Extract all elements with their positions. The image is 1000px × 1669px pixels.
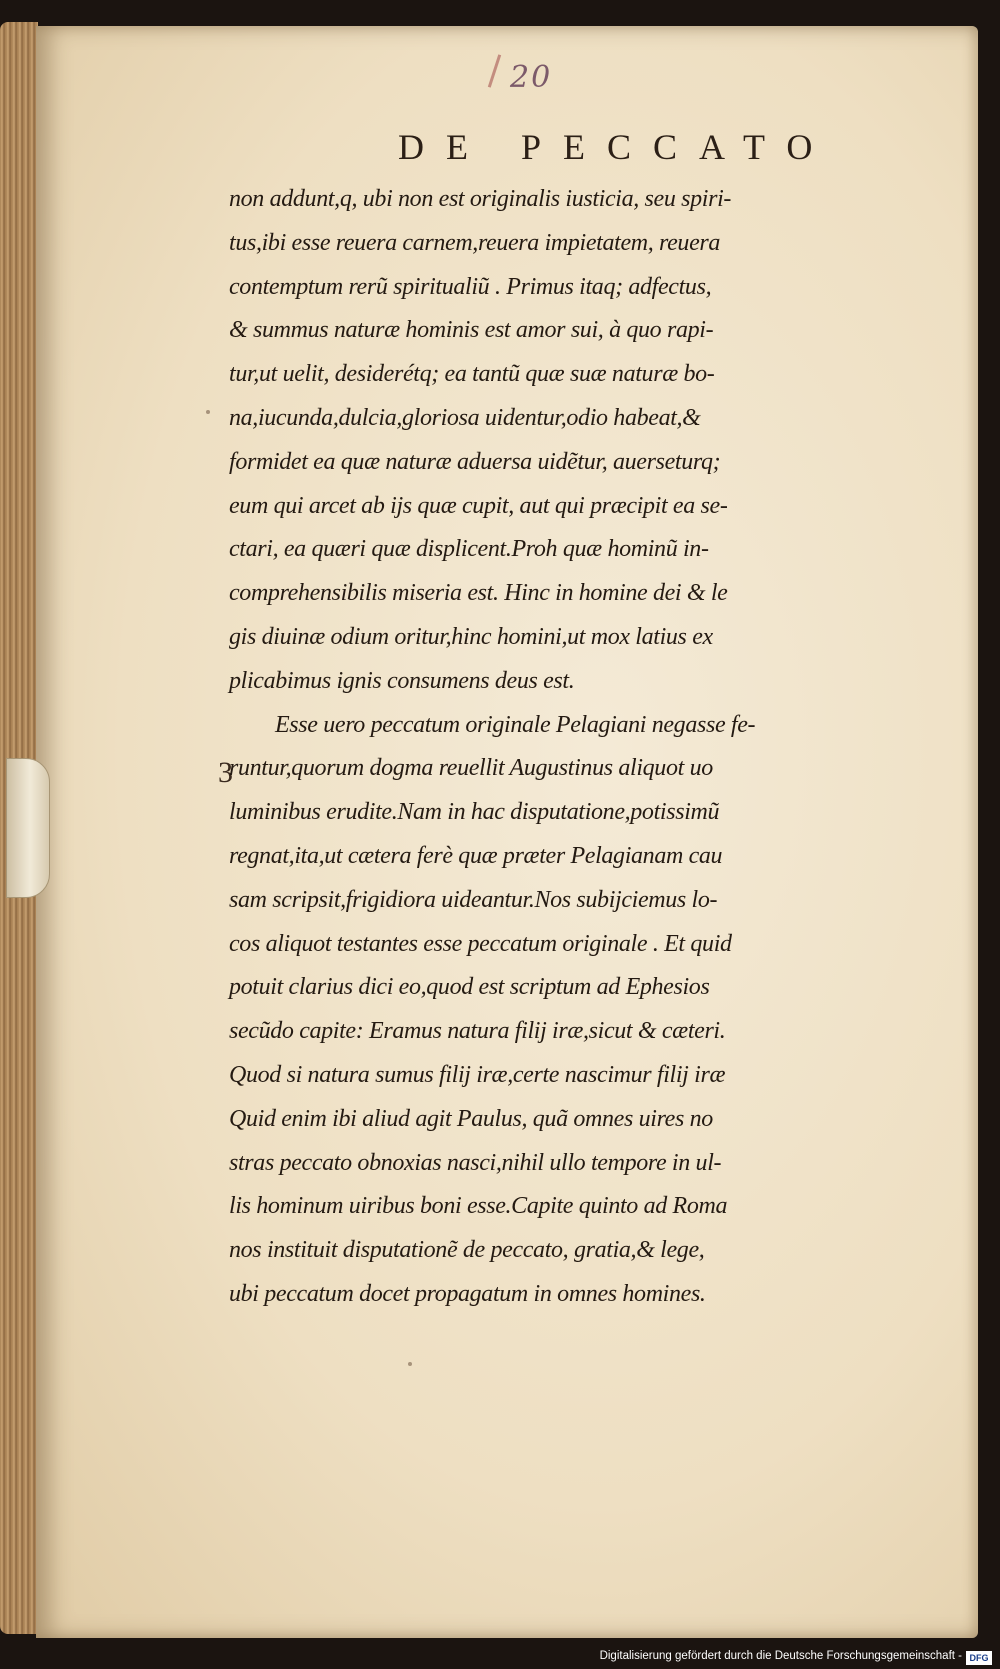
text-line: na,iucunda,dulcia,gloriosa uidentur,odio habeat,& [229,404,701,431]
text-line: comprehensibilis miseria est. Hinc in homine dei & le [229,580,728,607]
pencil-mark [488,54,501,87]
text-line: potuit clarius dici eo,quod est scriptum ad Ephesios [229,974,710,1001]
book-clasp [6,758,50,898]
book-page [36,26,978,1638]
text-line: runtur,quorum dogma reuellit Augustinus aliquot uo [229,755,713,782]
text-line: stras peccato obnoxias nasci,nihil ullo tempore in ul- [229,1149,722,1176]
text-line: plicabimus ignis consumens deus est. [229,667,575,694]
dfg-logo: DFG [966,1651,992,1665]
text-line: tus,ibi esse reuera carnem,reuera impietatem, reuera [229,229,721,256]
folio-number: 20 [510,60,553,95]
text-line: Quod si natura sumus filij iræ,certe nascimur filij iræ [229,1061,726,1088]
margin-note: 3 [218,756,233,789]
ink-speck [408,1362,412,1366]
text-line: non addunt,q, ubi non est originalis iusticia, seu spiri- [229,186,732,212]
text-line: ctari, ea quæri quæ displicent.Proh quæ hominũ in- [229,536,709,563]
running-head: DE PECCATO [398,127,835,167]
text-line: Esse uero peccatum originale Pelagiani negasse fe- [275,711,756,738]
text-line: cos aliquot testantes esse peccatum originale . Et quid [229,930,732,957]
text-line: nos instituit disputationẽ de peccato, gratia,& lege, [229,1237,705,1264]
footer-credit: Digitalisierung gefördert durch die Deutsche Forschungsgemeinschaft - [599,1650,962,1662]
text-line: ubi peccatum docet propagatum in omnes homines. [229,1280,706,1307]
text-line: secũdo capite: Eramus natura filij iræ,sicut & cæteri. [229,1018,726,1045]
text-line: lis hominum uiribus boni esse.Capite quinto ad Roma [229,1193,728,1220]
text-line: contemptum rerũ spiritualiũ . Primus itaq; adfectus, [229,273,712,300]
text-line: luminibus erudite.Nam in hac disputatione,potissimũ [229,799,720,826]
text-block [229,178,969,1317]
text-line: formidet ea quæ naturæ aduersa uidẽtur, auerseturq; [229,448,721,475]
ink-speck [206,410,210,414]
text-line: sam scripsit,frigidiora uideantur.Nos subijciemus lo- [229,886,718,913]
text-line: gis diuinæ odium oritur,hinc homini,ut mox latius ex [229,623,713,650]
text-line: regnat,ita,ut cætera ferè quæ præter Pelagianam cau [229,842,723,869]
text-line: & summus naturæ hominis est amor sui, à quo rapi- [229,317,714,344]
text-line: tur,ut uelit, desiderétq; ea tantũ quæ suæ naturæ bo- [229,361,715,388]
text-line: eum qui arcet ab ijs quæ cupit, aut qui præcipit ea se- [229,492,728,519]
text-line: Quid enim ibi aliud agit Paulus, quã omnes uires no [229,1105,713,1132]
